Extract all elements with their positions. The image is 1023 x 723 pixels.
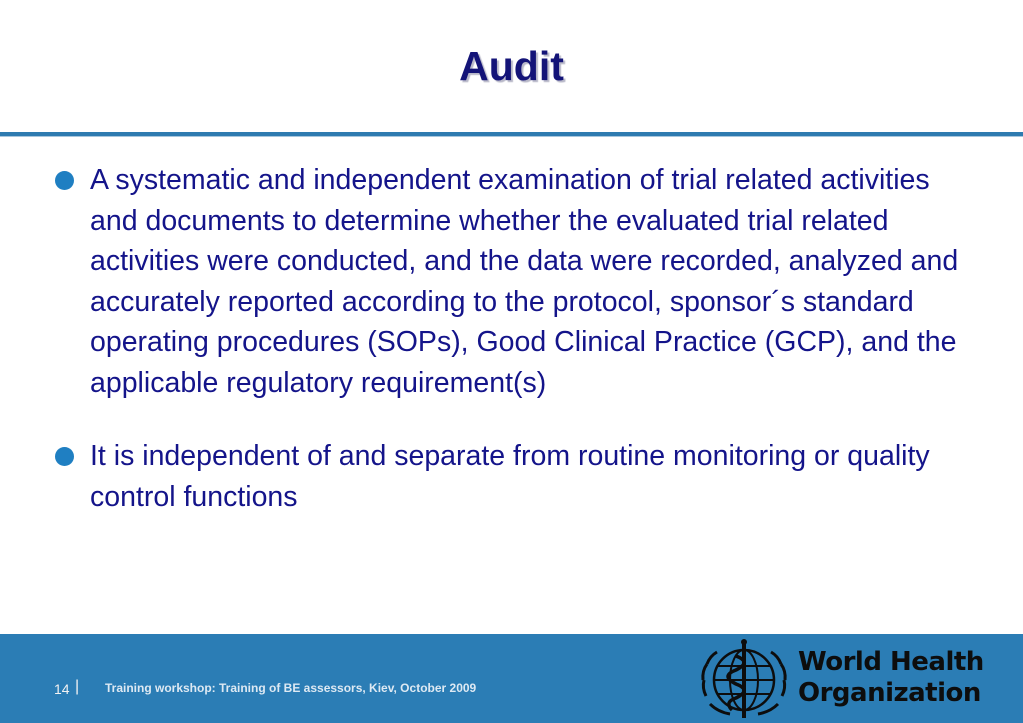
page-separator: | <box>75 678 80 695</box>
bullet-text: A systematic and independent examination of trial related activities and documents to determine whether the evaluated trial related activities were conducted, and the data were recorded, analyzed and accurately reported according to the protocol, sponsor´s standard operating procedures (SOPs), Good Clinical Practice (GCP), and the applicable regulatory requirement(s) <box>90 164 959 399</box>
bullet-item <box>0 436 1023 517</box>
bullet-dot-icon <box>55 447 74 466</box>
page-number: 14 <box>54 681 70 697</box>
footer-caption: Training workshop: Training of BE assessors, Kiev, October 2009 <box>105 681 477 695</box>
bullet-text: It is independent of and separate from routine monitoring or quality control functions <box>90 440 930 513</box>
title-divider <box>0 132 1023 137</box>
who-emblem-icon <box>694 636 794 722</box>
logo-line-1: World Health <box>798 647 984 677</box>
logo-line-2: Organization <box>798 678 981 708</box>
bullet-dot-icon <box>55 171 74 190</box>
bullet-list <box>0 160 1023 517</box>
bullet-item <box>0 160 1023 403</box>
who-logo-wordmark <box>798 647 998 709</box>
footer-bar <box>0 634 1023 723</box>
slide-title: Audit <box>459 43 564 89</box>
